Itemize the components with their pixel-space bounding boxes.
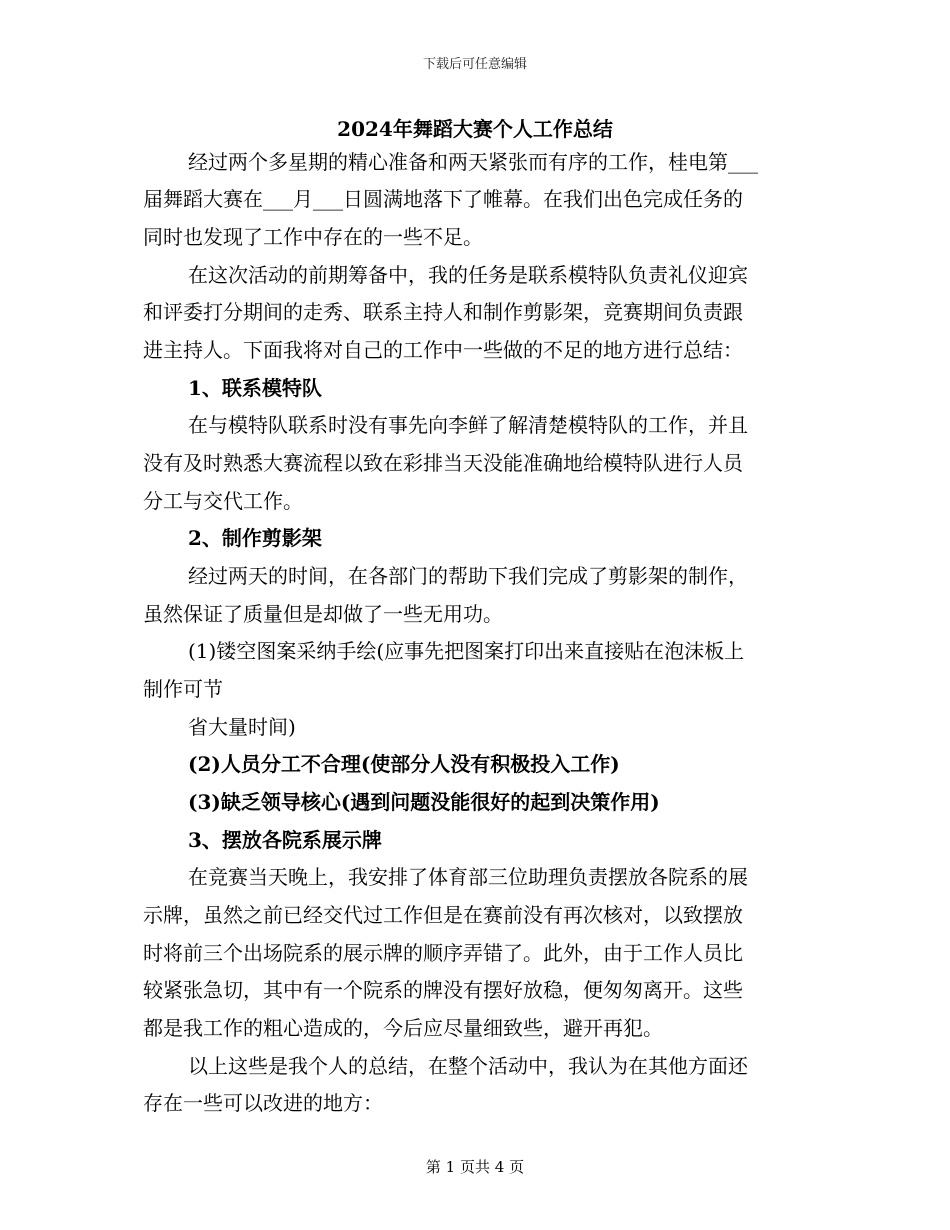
section-heading: 3、摆放各院系展示牌 — [188, 828, 382, 852]
paragraph-line: 都是我工作的粗心造成的，今后应尽量细致些，避开再犯。 — [143, 1016, 663, 1040]
paragraph-line: 没有及时熟悉大赛流程以致在彩排当天没能准确地给模特队进行人员 — [143, 451, 743, 475]
paragraph-line: 虽然保证了质量但是却做了一些无用功。 — [143, 602, 503, 626]
paragraph-line: 届舞蹈大赛在___月___日圆满地落下了帷幕。在我们出色完成任务的 — [143, 187, 743, 211]
paragraph-line: 以上这些是我个人的总结，在整个活动中，我认为在其他方面还 — [188, 1054, 748, 1078]
paragraph-line: 在这次活动的前期筹备中，我的任务是联系模特队负责礼仪迎宾 — [188, 263, 748, 287]
paragraph-line: 在竞赛当天晚上，我安排了体育部三位助理负责摆放各院系的展 — [188, 865, 748, 889]
paragraph-line: 进主持人。下面我将对自己的工作中一些做的不足的地方进行总结： — [143, 338, 743, 362]
list-item: (2)人员分工不合理(使部分人没有积极投入工作) — [188, 752, 620, 776]
list-item: (3)缺乏领导核心(遇到问题没能很好的起到决策作用) — [188, 790, 660, 814]
paragraph-line: 在与模特队联系时没有事先向李鲜了解清楚模特队的工作，并且 — [188, 413, 748, 437]
paragraph-line: (1)镂空图案采纳手绘(应事先把图案打印出来直接贴在泡沫板上 — [188, 639, 745, 663]
paragraph-line: 经过两个多星期的精心准备和两天紧张而有序的工作，桂电第___ — [188, 150, 758, 174]
paragraph-line: 较紧张急切，其中有一个院系的牌没有摆好放稳，便匆匆离开。这些 — [143, 978, 743, 1002]
paragraph-line: 省大量时间) — [188, 715, 296, 739]
paragraph-line: 经过两天的时间，在各部门的帮助下我们完成了剪影架的制作， — [188, 564, 748, 588]
paragraph-line: 同时也发现了工作中存在的一些不足。 — [143, 225, 483, 249]
paragraph-line: 示牌，虽然之前已经交代过工作但是在赛前没有再次核对，以致摆放 — [143, 903, 743, 927]
paragraph-line: 时将前三个出场院系的展示牌的顺序弄错了。此外，由于工作人员比 — [143, 941, 743, 965]
paragraph-line: 制作可节 — [143, 677, 223, 701]
paragraph-line: 分工与交代工作。 — [143, 489, 303, 513]
document-title: 2024年舞蹈大赛个人工作总结 — [337, 117, 613, 141]
paragraph-line: 存在一些可以改进的地方： — [143, 1091, 383, 1115]
section-heading: 1、联系模特队 — [188, 376, 322, 400]
header-note: 下载后可任意编辑 — [422, 57, 527, 72]
section-heading: 2、制作剪影架 — [188, 526, 322, 550]
paragraph-line: 和评委打分期间的走秀、联系主持人和制作剪影架，竞赛期间负责跟 — [143, 300, 743, 324]
page-footer: 第 1 页共 4 页 — [425, 1158, 525, 1176]
